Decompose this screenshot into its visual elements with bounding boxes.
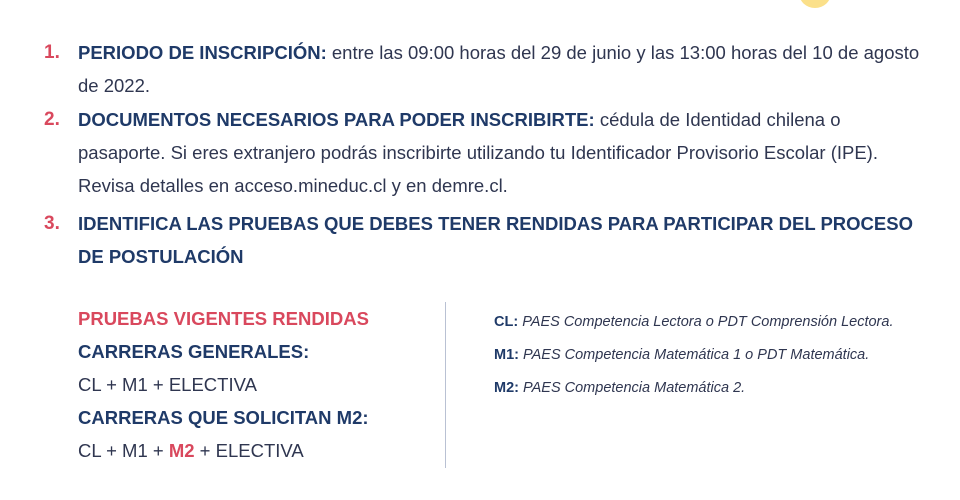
definition-cl [494, 306, 944, 339]
test-definitions [494, 306, 944, 405]
definition-m1 [494, 339, 944, 372]
general-careers-formula: CL + M1 + ELECTIVA [78, 374, 257, 395]
item-text [78, 36, 924, 102]
definition-m2 [494, 372, 944, 405]
definition-code: M1: [494, 347, 519, 363]
column-divider [445, 302, 446, 468]
item-body: cédula de Identidad chilena o pasaporte. Si eres extranjero podrás inscribirte utilizando tu Identificador Provisorio Escolar (IPE). Revisa detalles en acceso.mineduc.cl y en demre.cl. [78, 109, 878, 196]
formula-m2-highlight: M2 [168, 440, 195, 461]
definition-description: PAES Competencia Matemática 1 o PDT Matemática. [518, 347, 870, 363]
m2-careers-formula [78, 434, 418, 467]
item-heading: PERIODO DE INSCRIPCIÓN: [78, 42, 327, 63]
item-text [78, 103, 924, 202]
list-item-registration-period [44, 36, 924, 102]
item-heading: IDENTIFICA LAS PRUEBAS QUE DEBES TENER RENDIDAS PARA PARTICIPAR DEL PROCESO DE POSTULACIÓN [78, 213, 913, 267]
required-tests-block [78, 302, 418, 467]
item-heading: DOCUMENTOS NECESARIOS PARA PODER INSCRIBIRTE: [78, 109, 595, 130]
decorative-yellow-circle [799, 0, 831, 8]
definition-code: CL: [494, 314, 519, 330]
item-number: 1. [44, 42, 60, 63]
general-careers-label: CARRERAS GENERALES: [78, 341, 310, 362]
definition-description: PAES Competencia Lectora o PDT Comprensión Lectora. [518, 314, 894, 330]
item-number: 2. [44, 109, 60, 130]
list-item-identify-tests [44, 207, 924, 273]
item-text [78, 207, 924, 273]
m2-careers-label: CARRERAS QUE SOLICITAN M2: [78, 407, 369, 428]
definition-description: PAES Competencia Matemática 2. [518, 380, 746, 396]
formula-part: CL + M1 + [78, 440, 169, 461]
formula-part: + ELECTIVA [194, 440, 304, 461]
item-number: 3. [44, 213, 60, 234]
definition-code: M2: [494, 380, 519, 396]
instructions-list [44, 36, 924, 273]
item-body: entre las 09:00 horas del 29 de junio y las 13:00 horas del 10 de agosto de 2022. [78, 42, 920, 96]
list-item-required-documents [44, 103, 924, 202]
required-tests-title: PRUEBAS VIGENTES RENDIDAS [78, 308, 369, 329]
